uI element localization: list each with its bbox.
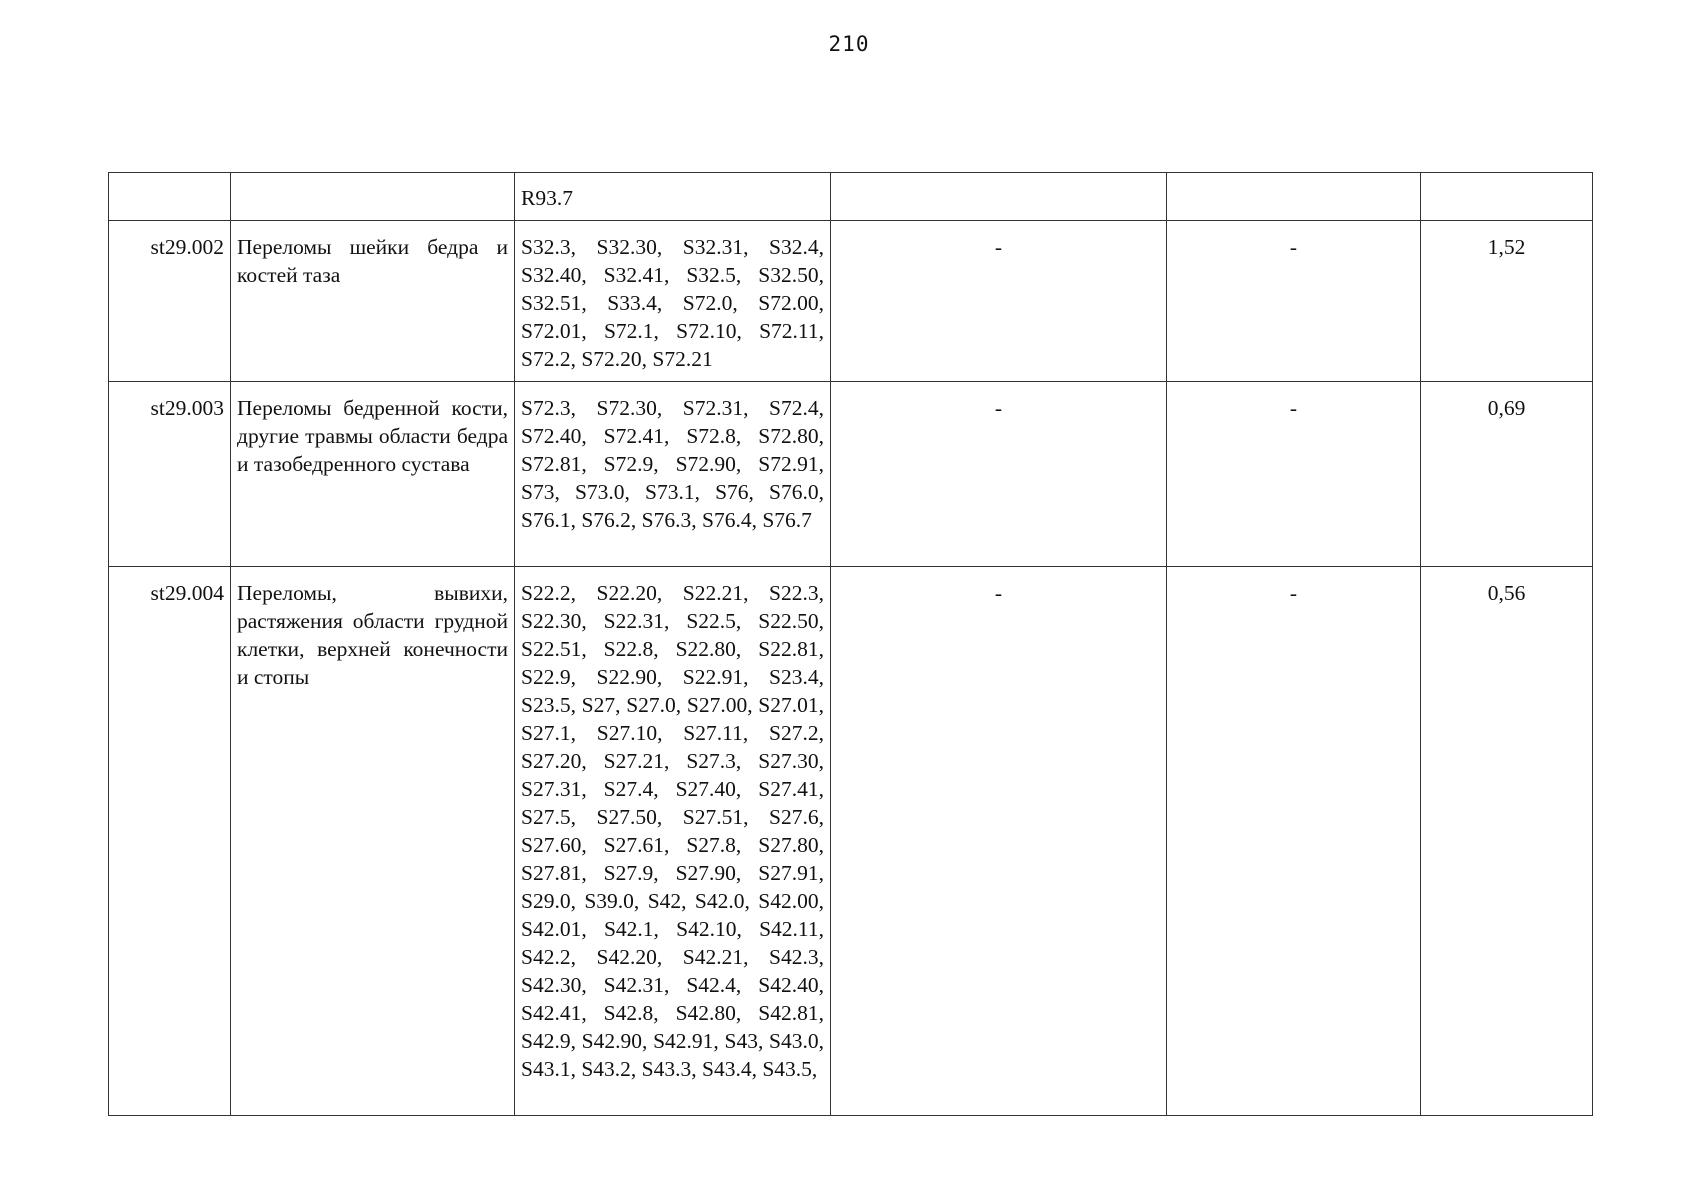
row-icd-codes: S22.2, S22.20, S22.21, S22.3, S22.30, S22.31, S22.5, S22.50, S22.51, S22.8, S22.80, S22.81, S22.9, S22.90, S22.91, S23.4, S23.5, S27, S27.0, S27.00, S27.01, S27.1, S27.10, S27.11, S27.2, S27.20, S27.21, S27.3, S27.30, S27.31, S27.4, S27.40, S27.41, S27.5, S27.50, S27.51, S27.6, S27.60, S27.61, S27.8, S27.80, S27.81, S27.9, S27.90, S27.91, S29.0, S39.0, S42, S42.0, S42.00, S42.01, S42.1, S42.10, S42.11, S42.2, S42.20, S42.21, S42.3, S42.30, S42.31, S42.4, S42.40, S42.41, S42.8, S42.80, S42.81, S42.9, S42.90, S42.91, S43, S43.0, S43.1, S43.2, S43.3, S43.4, S43.5, [515, 567, 831, 1116]
row-name [231, 173, 515, 221]
row-col4: - [831, 567, 1167, 1116]
row-code: st29.004 [109, 567, 231, 1116]
row-code [109, 173, 231, 221]
row-name: Переломы бедренной кости, другие травмы области бедра и тазобедренного сустава [231, 382, 515, 567]
row-coefficient: 1,52 [1421, 221, 1593, 382]
row-coefficient [1421, 173, 1593, 221]
row-code: st29.003 [109, 382, 231, 567]
row-col5: - [1167, 382, 1421, 567]
row-col4: - [831, 382, 1167, 567]
row-icd-codes: S32.3, S32.30, S32.31, S32.4, S32.40, S32.41, S32.5, S32.50, S32.51, S33.4, S72.0, S72.00, S72.01, S72.1, S72.10, S72.11, S72.2, S72.20, S72.21 [515, 221, 831, 382]
table-row [109, 567, 1593, 1116]
row-coefficient: 0,69 [1421, 382, 1593, 567]
table-row [109, 221, 1593, 382]
row-col4 [831, 173, 1167, 221]
row-name: Переломы, вывихи, растяжения области грудной клетки, верхней конечности и стопы [231, 567, 515, 1116]
kpg-table [108, 172, 1593, 1116]
row-col4: - [831, 221, 1167, 382]
row-icd-codes: R93.7 [515, 173, 831, 221]
table-row [109, 173, 1593, 221]
row-coefficient: 0,56 [1421, 567, 1593, 1116]
row-col5: - [1167, 221, 1421, 382]
row-name: Переломы шейки бедра и костей таза [231, 221, 515, 382]
row-col5 [1167, 173, 1421, 221]
row-col5: - [1167, 567, 1421, 1116]
page-number: 210 [828, 32, 870, 56]
table-row [109, 382, 1593, 567]
row-code: st29.002 [109, 221, 231, 382]
row-icd-codes: S72.3, S72.30, S72.31, S72.4, S72.40, S72.41, S72.8, S72.80, S72.81, S72.9, S72.90, S72.91, S73, S73.0, S73.1, S76, S76.0, S76.1, S76.2, S76.3, S76.4, S76.7 [515, 382, 831, 567]
